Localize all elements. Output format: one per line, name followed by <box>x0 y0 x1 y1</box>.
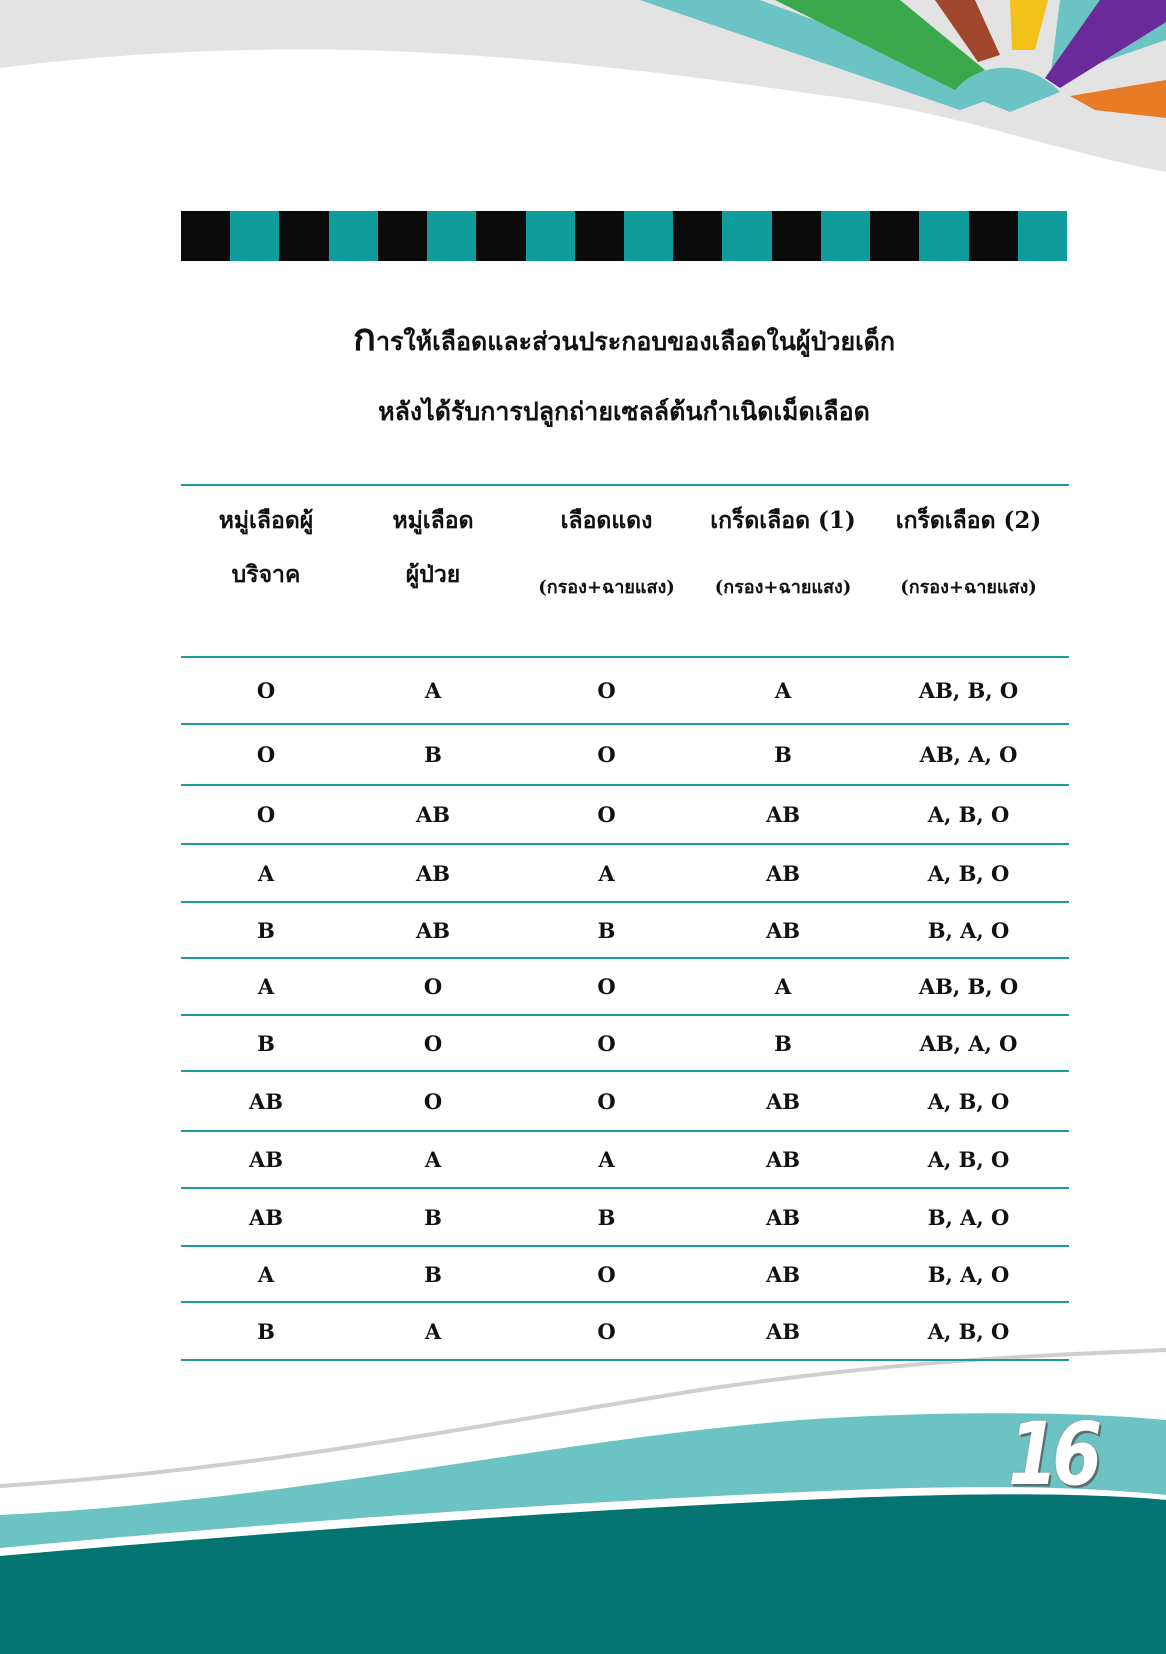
platelets-1-cell: AB <box>765 1147 801 1172</box>
patient-group-cell: A <box>424 678 442 703</box>
platelets-2-cell: B, A, O <box>927 1204 1010 1230</box>
header-platelets-1 <box>698 486 868 601</box>
platelets-2-cell: A, B, O <box>927 860 1010 886</box>
header-subtext: (กรอง+ฉายแสง) <box>714 577 852 598</box>
table-row <box>181 1132 1069 1189</box>
title-first-letter: ก <box>352 315 376 359</box>
red-cells-cell: O <box>597 1318 616 1344</box>
header-text: หมู่เลือด <box>392 507 474 534</box>
header-text: ผู้ป่วย <box>405 561 461 588</box>
platelets-2-cell: AB, B, O <box>918 974 1019 999</box>
header-text: เกร็ดเลือด (1) <box>710 507 856 534</box>
donor-group-cell: O <box>256 742 276 767</box>
red-cells-cell: O <box>597 678 616 703</box>
red-cells-cell: B <box>597 1204 616 1230</box>
platelets-1-cell: B <box>774 742 792 767</box>
title-line1-text: ารให้เลือดและส่วนประกอบของเลือดในผู้ป่วยเด็ก <box>375 327 896 356</box>
donor-group-cell: AB <box>248 1204 284 1230</box>
platelets-2-cell: A, B, O <box>927 802 1010 827</box>
table-header-row <box>181 486 1069 658</box>
platelets-2-cell: A, B, O <box>927 1147 1010 1172</box>
table-row <box>181 1016 1069 1072</box>
red-cells-cell: A <box>598 1147 615 1172</box>
donor-group-cell: AB <box>248 1147 284 1172</box>
header-text: บริจาค <box>231 561 301 588</box>
patient-group-cell: B <box>424 742 442 767</box>
header-text: หมู่เลือดผู้ <box>218 507 314 534</box>
table-row <box>181 959 1069 1016</box>
header-platelets-2 <box>868 486 1069 601</box>
patient-group-cell: O <box>423 974 443 999</box>
platelets-2-cell: B, A, O <box>927 917 1010 943</box>
donor-group-cell: A <box>257 1261 275 1287</box>
red-cells-cell: O <box>597 742 616 767</box>
red-cells-cell: O <box>597 802 616 827</box>
platelets-1-cell: A <box>774 678 792 703</box>
table-row <box>181 1247 1069 1303</box>
donor-group-cell: B <box>257 1318 275 1344</box>
table-row <box>181 1072 1069 1132</box>
patient-group-cell: A <box>424 1318 442 1344</box>
table-body <box>181 658 1069 1361</box>
patient-group-cell: A <box>424 1147 442 1172</box>
table-row <box>181 658 1069 725</box>
donor-group-cell: B <box>257 917 275 943</box>
blood-compatibility-table <box>181 484 1069 1361</box>
header-donor-group <box>181 486 351 588</box>
table-row <box>181 1303 1069 1361</box>
red-cells-cell: B <box>597 917 616 943</box>
platelets-2-cell: A, B, O <box>927 1088 1010 1114</box>
patient-group-cell: O <box>423 1088 443 1114</box>
red-cells-cell: O <box>597 1261 616 1287</box>
patient-group-cell: AB <box>415 802 451 827</box>
table-row <box>181 903 1069 959</box>
platelets-2-cell: AB, A, O <box>919 1030 1018 1056</box>
header-text: เกร็ดเลือด (2) <box>895 507 1042 534</box>
platelets-1-cell: AB <box>765 802 801 827</box>
header-subtext: (กรอง+ฉายแสง) <box>538 577 675 598</box>
platelets-1-cell: AB <box>765 1261 801 1287</box>
patient-group-cell: O <box>423 1030 443 1056</box>
red-cells-cell: O <box>597 1030 616 1056</box>
patient-group-cell: AB <box>415 860 451 886</box>
page-title-line2: หลังได้รับการปลูกถ่ายเซลล์ต้นกำเนิดเม็ดเลือด <box>378 397 870 426</box>
table-row <box>181 725 1069 786</box>
platelets-1-cell: B <box>774 1030 792 1056</box>
table-row <box>181 1189 1069 1247</box>
page-number: 16 <box>1008 1403 1097 1505</box>
patient-group-cell: B <box>424 1204 442 1230</box>
platelets-1-cell: AB <box>765 1088 801 1114</box>
donor-group-cell: AB <box>248 1088 284 1114</box>
red-cells-cell: O <box>597 974 616 999</box>
checker-banner <box>181 211 1067 261</box>
table-row <box>181 786 1069 845</box>
patient-group-cell: AB <box>415 917 451 943</box>
donor-group-cell: A <box>257 860 275 886</box>
donor-group-cell: B <box>257 1030 275 1056</box>
header-text: เลือดแดง <box>560 507 653 534</box>
platelets-2-cell: AB, A, O <box>919 742 1018 767</box>
platelets-1-cell: AB <box>765 1204 801 1230</box>
platelets-2-cell: AB, B, O <box>918 678 1019 703</box>
donor-group-cell: O <box>256 802 276 827</box>
red-cells-cell: A <box>598 860 615 886</box>
header-patient-group <box>351 486 515 588</box>
platelets-1-cell: AB <box>765 860 801 886</box>
donor-group-cell: O <box>256 678 276 703</box>
platelets-2-cell: B, A, O <box>927 1261 1010 1287</box>
platelets-1-cell: AB <box>765 917 801 943</box>
header-subtext: (กรอง+ฉายแสง) <box>900 577 1037 598</box>
donor-group-cell: A <box>257 974 275 999</box>
platelets-1-cell: AB <box>765 1318 801 1344</box>
platelets-2-cell: A, B, O <box>927 1318 1010 1344</box>
table-row <box>181 845 1069 903</box>
page-title-line1 <box>181 306 1067 367</box>
header-red-cells <box>515 486 698 601</box>
red-cells-cell: O <box>597 1088 616 1114</box>
patient-group-cell: B <box>424 1261 442 1287</box>
platelets-1-cell: A <box>774 974 792 999</box>
